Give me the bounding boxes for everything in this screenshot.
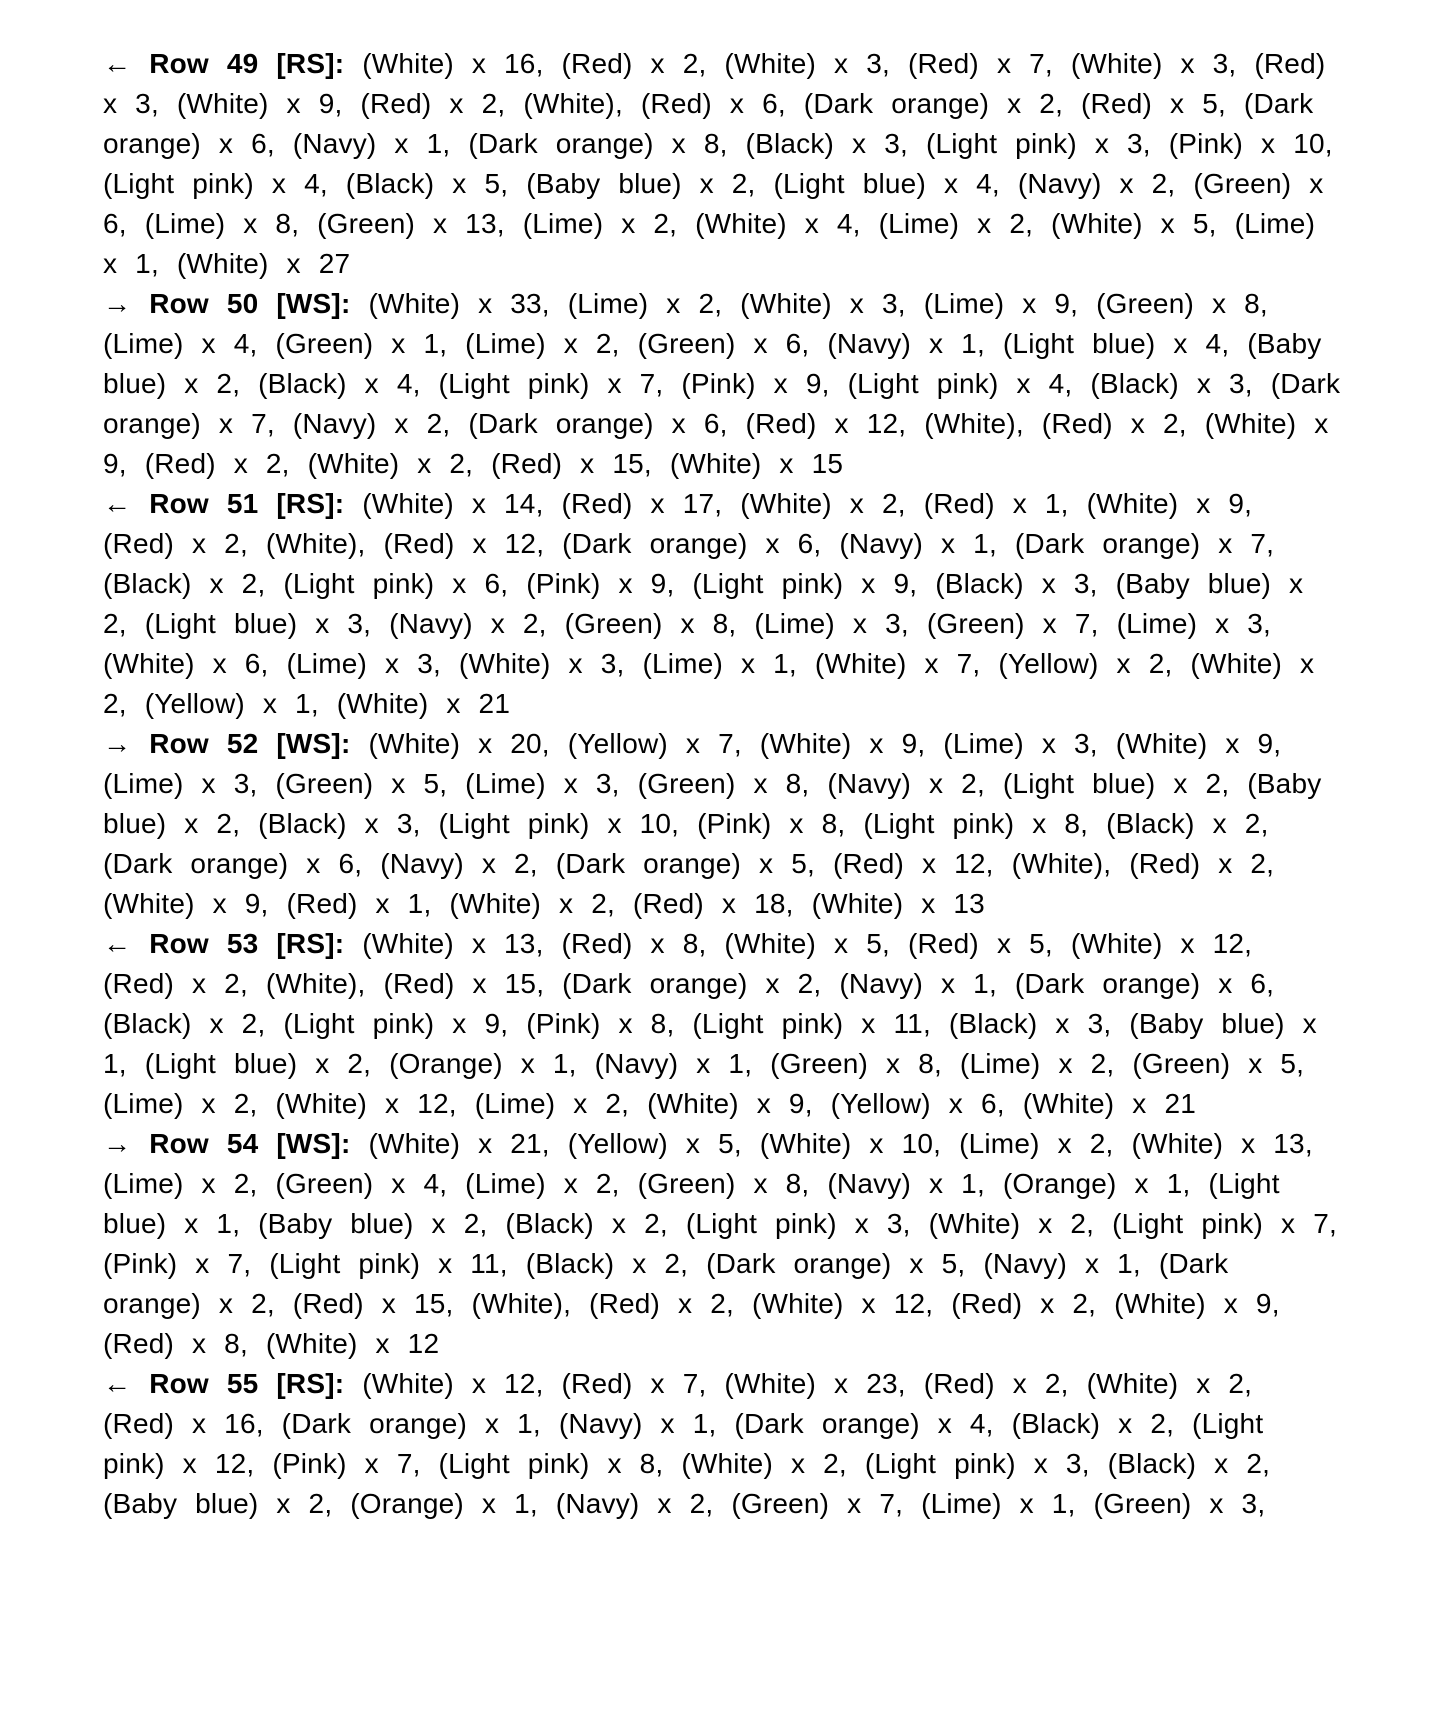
pattern-row-53 <box>103 924 1341 1124</box>
row-54-sequence: (White) x 21, (Yellow) x 5, (White) x 10, (Lime) x 2, (White) x 13, (Lime) x 2, (Green) x 4, (Lime) x 2, (Green) x 8, (Navy) x 1, (Orange) x 1, (Light blue) x 1, (Baby blue) x 2, (Black) x 2, (Light pink) x 3, (White) x 2, (Light pink) x 7, (Pink) x 7, (Light pink) x 11, (Black) x 2, (Dark orange) x 5, (Navy) x 1, (Dark orange) x 2, (Red) x 15, (White), (Red) x 2, (White) x 12, (Red) x 2, (White) x 9, (Red) x 8, (White) x 12 <box>103 1128 1337 1359</box>
pattern-row-55 <box>103 1364 1341 1524</box>
row-54-label: Row 54 [WS]: <box>149 1128 351 1159</box>
left-arrow-icon: ← <box>103 1368 132 1399</box>
row-52-label: Row 52 [WS]: <box>149 728 351 759</box>
row-53-label: Row 53 [RS]: <box>149 928 345 959</box>
row-51-label: Row 51 [RS]: <box>149 488 345 519</box>
right-arrow-icon: → <box>103 1128 132 1159</box>
row-55-label: Row 55 [RS]: <box>149 1368 345 1399</box>
row-50-sequence: (White) x 33, (Lime) x 2, (White) x 3, (Lime) x 9, (Green) x 8, (Lime) x 4, (Green) x 1, (Lime) x 2, (Green) x 6, (Navy) x 1, (Light blue) x 4, (Baby blue) x 2, (Black) x 4, (Light pink) x 7, (Pink) x 9, (Light pink) x 4, (Black) x 3, (Dark orange) x 7, (Navy) x 2, (Dark orange) x 6, (Red) x 12, (White), (Red) x 2, (White) x 9, (Red) x 2, (White) x 2, (Red) x 15, (White) x 15 <box>103 288 1341 479</box>
left-arrow-icon: ← <box>103 928 132 959</box>
pattern-row-54 <box>103 1124 1341 1364</box>
pattern-row-51 <box>103 484 1341 724</box>
row-53-sequence: (White) x 13, (Red) x 8, (White) x 5, (Red) x 5, (White) x 12, (Red) x 2, (White), (Red) x 15, (Dark orange) x 2, (Navy) x 1, (Dark orange) x 6, (Black) x 2, (Light pink) x 9, (Pink) x 8, (Light pink) x 11, (Black) x 3, (Baby blue) x 1, (Light blue) x 2, (Orange) x 1, (Navy) x 1, (Green) x 8, (Lime) x 2, (Green) x 5, (Lime) x 2, (White) x 12, (Lime) x 2, (White) x 9, (Yellow) x 6, (White) x 21 <box>103 928 1317 1119</box>
row-55-sequence: (White) x 12, (Red) x 7, (White) x 23, (Red) x 2, (White) x 2, (Red) x 16, (Dark orange) x 1, (Navy) x 1, (Dark orange) x 4, (Black) x 2, (Light pink) x 12, (Pink) x 7, (Light pink) x 8, (White) x 2, (Light pink) x 3, (Black) x 2, (Baby blue) x 2, (Orange) x 1, (Navy) x 2, (Green) x 7, (Lime) x 1, (Green) x 3, <box>103 1368 1271 1519</box>
pattern-row-52 <box>103 724 1341 924</box>
pattern-row-49 <box>103 44 1341 284</box>
row-52-sequence: (White) x 20, (Yellow) x 7, (White) x 9, (Lime) x 3, (White) x 9, (Lime) x 3, (Green) x 5, (Lime) x 3, (Green) x 8, (Navy) x 2, (Light blue) x 2, (Baby blue) x 2, (Black) x 3, (Light pink) x 10, (Pink) x 8, (Light pink) x 8, (Black) x 2, (Dark orange) x 6, (Navy) x 2, (Dark orange) x 5, (Red) x 12, (White), (Red) x 2, (White) x 9, (Red) x 1, (White) x 2, (Red) x 18, (White) x 13 <box>103 728 1322 919</box>
row-49-label: Row 49 [RS]: <box>149 48 345 79</box>
row-50-label: Row 50 [WS]: <box>149 288 351 319</box>
right-arrow-icon: → <box>103 288 132 319</box>
row-51-sequence: (White) x 14, (Red) x 17, (White) x 2, (Red) x 1, (White) x 9, (Red) x 2, (White), (Red) x 12, (Dark orange) x 6, (Navy) x 1, (Dark orange) x 7, (Black) x 2, (Light pink) x 6, (Pink) x 9, (Light pink) x 9, (Black) x 3, (Baby blue) x 2, (Light blue) x 3, (Navy) x 2, (Green) x 8, (Lime) x 3, (Green) x 7, (Lime) x 3, (White) x 6, (Lime) x 3, (White) x 3, (Lime) x 1, (White) x 7, (Yellow) x 2, (White) x 2, (Yellow) x 1, (White) x 21 <box>103 488 1315 719</box>
right-arrow-icon: → <box>103 728 132 759</box>
left-arrow-icon: ← <box>103 488 132 519</box>
pattern-row-50 <box>103 284 1341 484</box>
pattern-instructions <box>103 44 1341 1524</box>
row-49-sequence: (White) x 16, (Red) x 2, (White) x 3, (Red) x 7, (White) x 3, (Red) x 3, (White) x 9, (Red) x 2, (White), (Red) x 6, (Dark orange) x 2, (Red) x 5, (Dark orange) x 6, (Navy) x 1, (Dark orange) x 8, (Black) x 3, (Light pink) x 3, (Pink) x 10, (Light pink) x 4, (Black) x 5, (Baby blue) x 2, (Light blue) x 4, (Navy) x 2, (Green) x 6, (Lime) x 8, (Green) x 13, (Lime) x 2, (White) x 4, (Lime) x 2, (White) x 5, (Lime) x 1, (White) x 27 <box>103 48 1333 279</box>
left-arrow-icon: ← <box>103 48 132 79</box>
